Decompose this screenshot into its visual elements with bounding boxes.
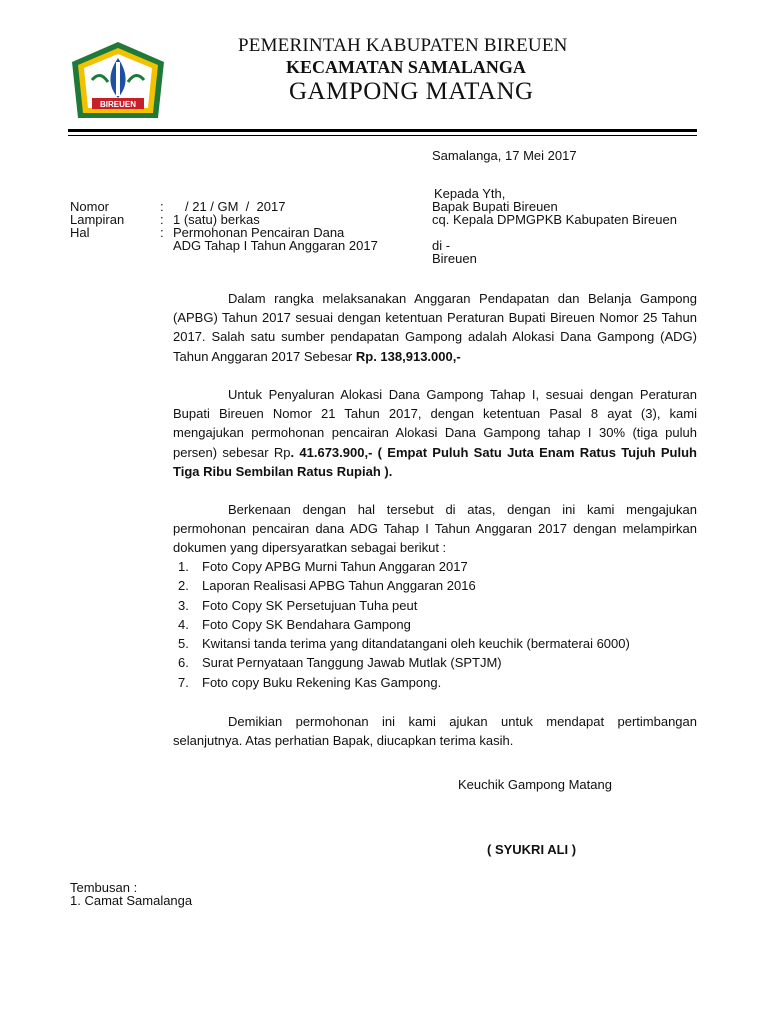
body-paragraph-1: Dalam rangka melaksanakan Anggaran Pendapatan dan Belanja Gampong (APBG) Tahun 2017 sesuai dengan ketentuan Peraturan Bupati Bireuen Nomor 25 Tahun 2017. Salah satu sumber pendapatan Gampong adalah Alokasi Dana Gampong (ADG) Tahun Anggaran 2017 Sebesar Rp. 138,913.000,- [173,291,697,364]
list-item: 6. Surat Pernyataan Tanggung Jawab Mutlak (SPTJM) [178,655,502,671]
list-item: 4. Foto Copy SK Bendahara Gampong [178,616,411,632]
adg-total-amount: Rp. 138,913.000,- [355,348,461,364]
regency-logo [70,40,166,120]
body-paragraph-3: Berkenaan dengan hal tersebut di atas, dengan ini kami mengajukan permohonan pencairan dana ADG Tahap I Tahun Anggaran 2017 dengan melampirkan dokumen yang dipersyaratkan sebagai berikut : [173,502,697,556]
body-paragraph-4: Demikian permohonan ini kami ajukan untuk mendapat pertimbangan selanjutnya. Atas perhatian Bapak, diucapkan terima kasih. [173,714,697,749]
recipient-line-2: Bapak Bupati Bireuen [432,199,558,214]
letterhead-rule-thick [68,129,697,132]
list-item: 2. Laporan Realisasi APBG Tahun Anggaran 2016 [178,578,476,594]
meta-nomor-label: Nomor [70,199,110,214]
cc-item: 1. Camat Samalanga [70,893,193,908]
requested-amount: . 41.673.900,- ( Empat Puluh Satu Juta Enam Ratus Tujuh Puluh Tiga Ribu Sembilan Ratus Rupiah ). [173,444,697,479]
body-paragraph-2: Untuk Penyaluran Alokasi Dana Gampong Tahap I, sesuai dengan Peraturan Bupati Bireuen Nomor 21 Tahun 2017, dengan ketentuan Pasal 8 ayat (3), kami mengajukan permohonan pencairan Alokasi Dana Gampong tahap I 30% (tiga puluh persen) sebesar Rp. 41.673.900,- ( Empat Puluh Satu Juta Enam Ratus Tujuh Puluh Tiga Ribu Sembilan Ratus Rupiah ). [173,387,697,479]
letterhead-line-3: GAMPONG MATANG [289,78,534,105]
meta-hal-label: Hal [70,225,90,240]
list-item: 7. Foto copy Buku Rekening Kas Gampong. [178,674,442,690]
meta-nomor-value: / 21 / GM / 2017 [185,199,286,214]
recipient-line-5: Bireuen [432,251,477,266]
meta-hal-value-2: ADG Tahap I Tahun Anggaran 2017 [173,238,378,253]
meta-lampiran-value: 1 (satu) berkas [173,212,260,227]
meta-colon: : [160,199,164,214]
list-item: 3. Foto Copy SK Persetujuan Tuha peut [178,597,418,613]
letterhead-rule-thin [68,135,697,136]
cc-label: Tembusan : [70,880,138,895]
letter-date: Samalanga, 17 Mei 2017 [432,148,577,163]
signature-name: ( SYUKRI ALI ) [487,842,577,857]
meta-colon: : [160,212,164,227]
signature-title: Keuchik Gampong Matang [458,777,612,792]
letterhead-line-1: PEMERINTAH KABUPATEN BIREUEN [238,35,568,56]
meta-lampiran-label: Lampiran [70,212,125,227]
recipient-line-4: di - [432,238,451,253]
attachment-list [178,557,630,692]
list-item: 1. Foto Copy APBG Murni Tahun Anggaran 2017 [178,559,468,574]
letterhead-line-2: KECAMATAN SAMALANGA [286,57,526,77]
list-item: 5. Kwitansi tanda terima yang ditandatangani oleh keuchik (bermaterai 6000) [178,636,630,652]
recipient-line-3: cq. Kepala DPMGPKB Kabupaten Bireuen [432,212,677,227]
meta-hal-value-1: Permohonan Pencairan Dana [173,225,345,240]
logo-text: BIREUEN [99,100,137,109]
recipient-line-1: Kepada Yth, [434,186,506,201]
meta-colon: : [160,225,164,240]
